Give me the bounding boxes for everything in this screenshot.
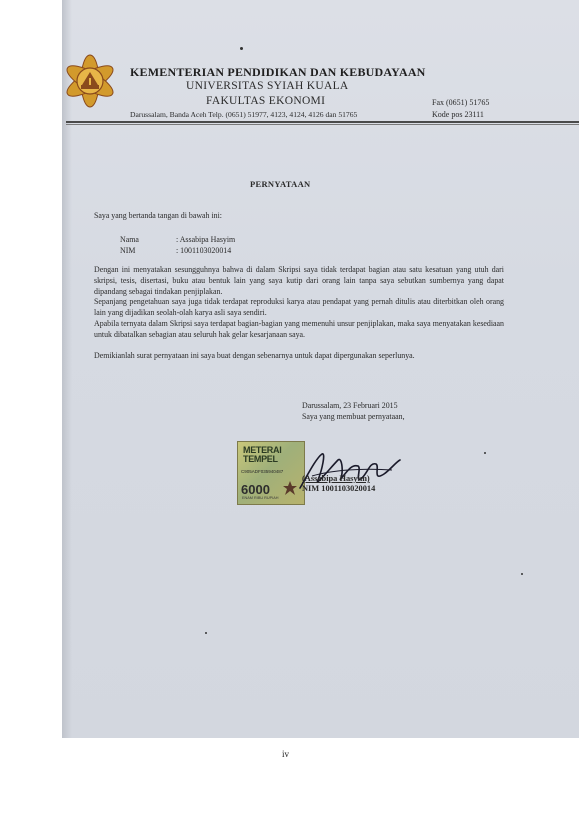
faculty-heading: FAKULTAS EKONOMI — [206, 95, 326, 107]
closing-paragraph: Demikianlah surat pernyataan ini saya buat dengan sebenarnya untuk dapat dipergunakan seperlunya. — [94, 351, 415, 360]
scan-speck — [521, 573, 523, 575]
stamp-amount: 6000 — [241, 482, 270, 497]
ministry-heading: KEMENTERIAN PENDIDIKAN DAN KEBUDAYAAN — [130, 65, 426, 79]
declarant-line: Saya yang membuat pernyataan, — [302, 412, 405, 421]
page-number: iv — [282, 749, 290, 759]
document-title: PERNYATAAN — [250, 179, 311, 189]
address-line: Darussalam, Banda Aceh Telp. (0651) 51977, 4123, 4124, 4126 dan 51765 — [130, 110, 358, 119]
name-label: Nama — [120, 235, 139, 244]
statement-paragraph-2: Sepanjang pengetahuan saya juga tidak terdapat reproduksi karya atau pendapat yang pernah ditulis atau diterbitkan oleh orang lain yang dijadikan seolah-olah karya asli saya sendiri. — [94, 297, 504, 317]
scan-speck — [240, 47, 243, 50]
stamp-serial: C905ADF035940487 — [241, 469, 284, 474]
nim-label: NIM — [120, 246, 136, 255]
signatory-name: (Assabipa Hasyim) — [302, 474, 370, 483]
university-heading: UNIVERSITAS SYIAH KUALA — [186, 80, 349, 92]
letterhead-divider-thin — [66, 124, 579, 125]
place-date: Darussalam, 23 Februari 2015 — [302, 401, 398, 410]
signatory-nim: NIM 1001103020014 — [302, 484, 376, 493]
stamp-line-1: METERAI — [243, 445, 282, 455]
letterhead-divider — [66, 121, 579, 123]
nim-value: : 1001103020014 — [176, 246, 232, 255]
statement-paragraph-3: Apabila ternyata dalam Skripsi saya terdapat bagian-bagian yang memenuhi unsur penjiplakan, maka saya menyatakan kesediaan untuk dibatalkan sebagian atau seluruh hak gelar kesarjanaan saya. — [94, 319, 504, 339]
fax-number: Fax (0651) 51765 — [432, 98, 490, 107]
scan-speck — [205, 632, 207, 634]
intro-line: Saya yang bertanda tangan di bawah ini: — [94, 211, 222, 220]
postal-code: Kode pos 23111 — [432, 110, 484, 119]
statement-paragraph-1: Dengan ini menyatakan sesungguhnya bahwa di dalam Skripsi saya tidak terdapat bagian atau satu kesatuan yang utuh dari skripsi, tesis, disertasi, buku atau bentuk lain yang saya kutip dari orang lain tanpa saya sebutkan sumbernya yang dapat dipandang sebagai tindakan penjiplakan. — [94, 265, 504, 296]
name-value: : Assabipa Hasyim — [176, 235, 236, 244]
stamp-amount-text: ENAM RIBU RUPIAH — [242, 496, 279, 500]
stamp-line-2: TEMPEL — [243, 454, 278, 464]
scan-speck — [484, 452, 486, 454]
university-logo-icon — [60, 48, 120, 114]
